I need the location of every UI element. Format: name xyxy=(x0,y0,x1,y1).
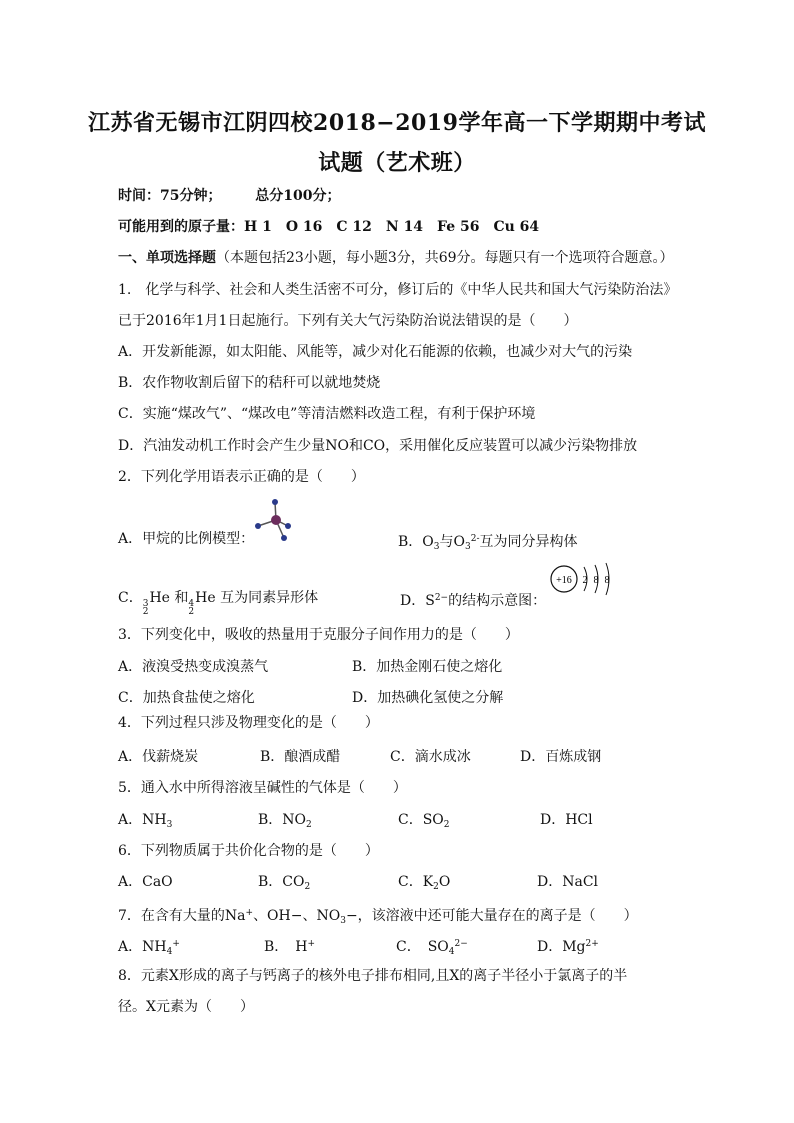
q8-stem-line2: 径。X元素为（ ） xyxy=(118,999,254,1015)
q2-option-a: A．甲烷的比例模型： xyxy=(118,531,255,547)
sulfide-ion-structure-diagram xyxy=(548,562,620,602)
section-heading xyxy=(118,249,674,267)
section-title: 一、单项选择题 xyxy=(118,250,216,266)
q1-stem-line2: 已于2016年1月1日起施行。下列有关大气污染防治说法错误的是（ ） xyxy=(118,313,578,329)
q3-option-b: B．加热金刚石使之熔化 xyxy=(352,659,503,675)
q3-option-c: C．加热食盐使之熔化 xyxy=(118,690,255,706)
q2-option-d: D．$S^{2-}$的结构示意图： xyxy=(400,593,547,609)
q6-option-b: B．$CO_2$ xyxy=(258,874,311,892)
q6-option-a: A．CaO xyxy=(118,874,173,890)
q7-option-c: C． $SO_4^{2-}$ xyxy=(396,939,468,957)
q6-stem: 6．下列物质属于共价化合物的是（ ） xyxy=(118,843,379,859)
q4-option-c: C．滴水成冰 xyxy=(390,749,471,765)
q3-stem: 3．下列变化中，吸收的热量用于克服分子间作用力的是（ ） xyxy=(118,627,519,643)
q4-option-a: A．伐薪烧炭 xyxy=(118,749,199,765)
nucleus-charge: +16 xyxy=(556,575,572,586)
helium3-isotope-notation: 3 2 xyxy=(142,599,149,617)
q5-option-c: C．$SO_2$ xyxy=(398,812,450,830)
exam-info xyxy=(118,187,340,205)
q1-option-c: C．实施“煤改气”、“煤改电”等清洁燃料改造工程，有利于保护环境 xyxy=(118,406,536,422)
helium4-isotope-notation: 4 2 xyxy=(188,599,195,617)
q5-option-a: A．$NH_3$ xyxy=(118,812,173,830)
shell-1-electrons: 2 xyxy=(582,575,588,586)
q4-option-b: B．酿酒成醋 xyxy=(260,749,341,765)
atomic-masses: 可能用到的原子量：H 1 O 16 C 12 N 14 Fe 56 Cu 64 xyxy=(118,219,540,235)
q6-option-c: C．$K_2O$ xyxy=(398,874,451,892)
q7-option-d: D．$Mg^{2+}$ xyxy=(537,939,599,955)
exam-title-line2: 试题（艺术班） xyxy=(318,150,476,176)
time-limit: 时间：75分钟； xyxy=(118,188,222,204)
q1-option-b: B．农作物收割后留下的秸秆可以就地焚烧 xyxy=(118,375,381,391)
exam-title-line1: 江苏省无锡市江阴四校2018−2019学年高一下学期期中考试 xyxy=(88,110,706,136)
shell-2-electrons: 8 xyxy=(593,575,599,586)
shell-3-electrons: 8 xyxy=(604,575,610,586)
q5-stem: 5．通入水中所得溶液呈碱性的气体是（ ） xyxy=(118,780,407,796)
q1-stem-line1: 1. 化学与科学、社会和人类生活密不可分，修订后的《中华人民共和国大气污染防治法》 xyxy=(118,282,678,298)
q7-stem: 7．在含有大量的Na+、OH−、$NO_3-$，该溶液中还可能大量存在的离子是（ ） xyxy=(118,908,638,926)
q4-option-d: D．百炼成钢 xyxy=(520,749,602,765)
q7-option-b: B． H+ xyxy=(264,939,316,955)
q7-option-a: A．$NH_4^+$ xyxy=(118,939,180,957)
section-description: （本题包括23小题，每小题3分，共69分。每题只有一个选项符合题意。） xyxy=(216,250,674,266)
q4-stem: 4．下列过程只涉及物理变化的是（ ） xyxy=(118,715,379,731)
methane-model-image xyxy=(250,496,300,546)
q3-option-a: A．液溴受热变成溴蒸气 xyxy=(118,659,269,675)
q5-option-d: D．HCl xyxy=(540,812,593,828)
total-score: 总分100分； xyxy=(255,188,341,204)
q1-option-d: D．汽油发动机工作时会产生少量NO和CO，采用催化反应装置可以减少污染物排放 xyxy=(118,438,638,454)
q5-option-b: B．$NO_2$ xyxy=(258,812,312,830)
q2-stem: 2．下列化学用语表示正确的是（ ） xyxy=(118,469,365,485)
q2-option-c: C． 3 2 He 和 4 2 He 互为同素异形体 xyxy=(118,590,319,617)
q2-option-b: B．$O_3$与$O_3^{2-}$互为同分异构体 xyxy=(398,534,578,552)
q1-option-a: A．开发新能源，如太阳能、风能等，减少对化石能源的依赖，也减少对大气的污染 xyxy=(118,344,633,360)
q6-option-d: D．NaCl xyxy=(537,874,599,890)
q3-option-d: D．加热碘化氢使之分解 xyxy=(352,690,504,706)
q8-stem-line1: 8．元素X形成的离子与钙离子的核外电子排布相同,且X的离子半径小于氯离子的半 xyxy=(118,968,628,984)
